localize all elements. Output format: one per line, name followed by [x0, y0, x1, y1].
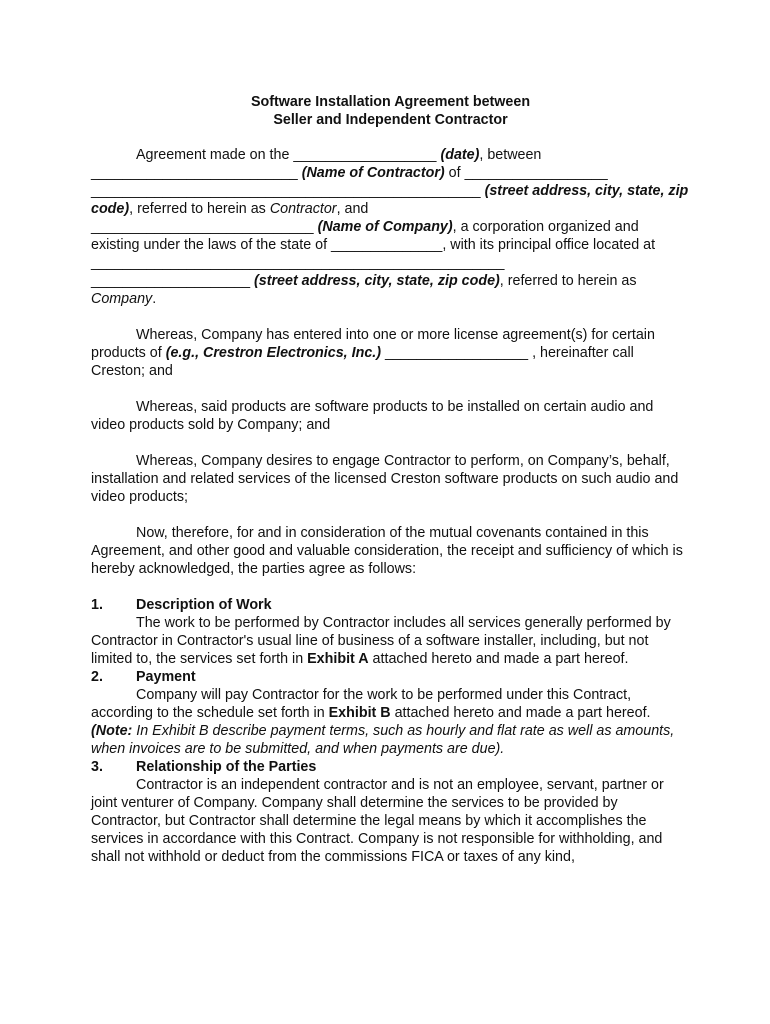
title-line-2: Seller and Independent Contractor — [273, 112, 508, 128]
section-title: Relationship of the Parties — [136, 759, 317, 775]
exhibit-reference: Exhibit B — [328, 705, 391, 721]
section-title: Description of Work — [136, 597, 272, 613]
intro-text: , and — [336, 201, 369, 217]
whereas-text: Whereas, Company has entered into one or more license agreement(s) for certain products of — [91, 327, 655, 361]
section-description-of-work — [91, 596, 690, 668]
section-text: attached hereto and made a part hereof. — [368, 651, 629, 667]
section-number: 2. — [91, 669, 103, 685]
intro-paragraph — [91, 146, 690, 308]
company-address-placeholder: (street address, city, state, zip code) — [254, 273, 500, 289]
section-number: 3. — [91, 759, 103, 775]
section-heading — [91, 668, 690, 686]
date-placeholder: (date) — [440, 147, 480, 163]
company-name-placeholder: (Name of Company) — [317, 219, 453, 235]
company-term: Company — [91, 291, 153, 307]
exhibit-reference: Exhibit A — [307, 651, 369, 667]
intro-text: . — [152, 291, 157, 307]
whereas-text: Whereas, Company desires to engage Contractor to perform, on Company’s, behalf, installation and related services of the licensed Creston software products on such audio and video products; — [91, 453, 679, 505]
contractor-address-placeholder: (street address, city, state, zip code) — [91, 183, 689, 217]
company-blank: ____________________________ — [91, 219, 318, 235]
section-payment — [91, 668, 690, 758]
whereas-paragraph-3 — [91, 452, 690, 506]
section-text: Contractor is an independent contractor and is not an employee, servant, partner or joint venturer of Company. Company shall determine the services to be provided by Contractor, but Contractor shall determine the legal means by which it accomplishes the services in accordance with this Contract. Company is not responsible for withholding, and shall not withhold or deduct from the commissions FICA or taxes of any kind, — [91, 777, 664, 865]
intro-text: , referred to herein as — [499, 273, 637, 289]
product-example: (e.g., Crestron Electronics, Inc.) — [165, 345, 382, 361]
whereas-paragraph-2 — [91, 398, 690, 434]
section-body — [91, 686, 690, 758]
intro-text: , between — [479, 147, 542, 163]
whereas-paragraph-1 — [91, 326, 690, 380]
section-body — [91, 614, 690, 668]
intro-text: , a corporation organized and existing under the laws of the state of ______________, with its principal office located at ____________________________________________________ — [91, 219, 656, 271]
contractor-name-placeholder: (Name of Contractor) — [301, 165, 445, 181]
intro-text: , referred to herein as — [129, 201, 270, 217]
note-text: In Exhibit B describe payment terms, such as hourly and flat rate as well as amounts, when invoices are to be submitted, and when payments are due). — [91, 723, 675, 757]
section-text: attached hereto and made a part hereof. — [390, 705, 651, 721]
section-body — [91, 776, 690, 866]
section-number: 1. — [91, 597, 103, 613]
document-title — [91, 93, 690, 129]
section-heading — [91, 758, 690, 776]
note-label: (Note: — [91, 723, 133, 739]
section-relationship — [91, 758, 690, 866]
section-title: Payment — [136, 669, 196, 685]
now-therefore-paragraph — [91, 524, 690, 578]
title-line-1: Software Installation Agreement between — [250, 94, 531, 110]
contractor-blank: __________________________ — [91, 165, 302, 181]
now-therefore-text: Now, therefore, for and in consideration of the mutual covenants contained in this Agreement, and other good and valuable consideration, the receipt and sufficiency of which is hereby acknowledged, the parties agree as follows: — [91, 525, 683, 577]
section-heading — [91, 596, 690, 614]
intro-text: Agreement made on the __________________ — [136, 147, 441, 163]
section-text: The work to be performed by Contractor includes all services generally performed by Contractor in Contractor's usual line of business of a software installer, including, but not limited to, the services set forth in — [91, 615, 671, 667]
address-blank: _________________________________________________ — [91, 183, 485, 199]
intro-text: of __________________ — [444, 165, 608, 181]
address-blank: ____________________ — [91, 273, 254, 289]
whereas-text: __________________ , hereinafter call Creston; and — [91, 345, 634, 379]
contractor-term: Contractor — [269, 201, 337, 217]
section-text: Company will pay Contractor for the work to be performed under this Contract, according to the schedule set forth in — [91, 687, 632, 721]
whereas-text: Whereas, said products are software products to be installed on certain audio and video products sold by Company; and — [91, 399, 654, 433]
